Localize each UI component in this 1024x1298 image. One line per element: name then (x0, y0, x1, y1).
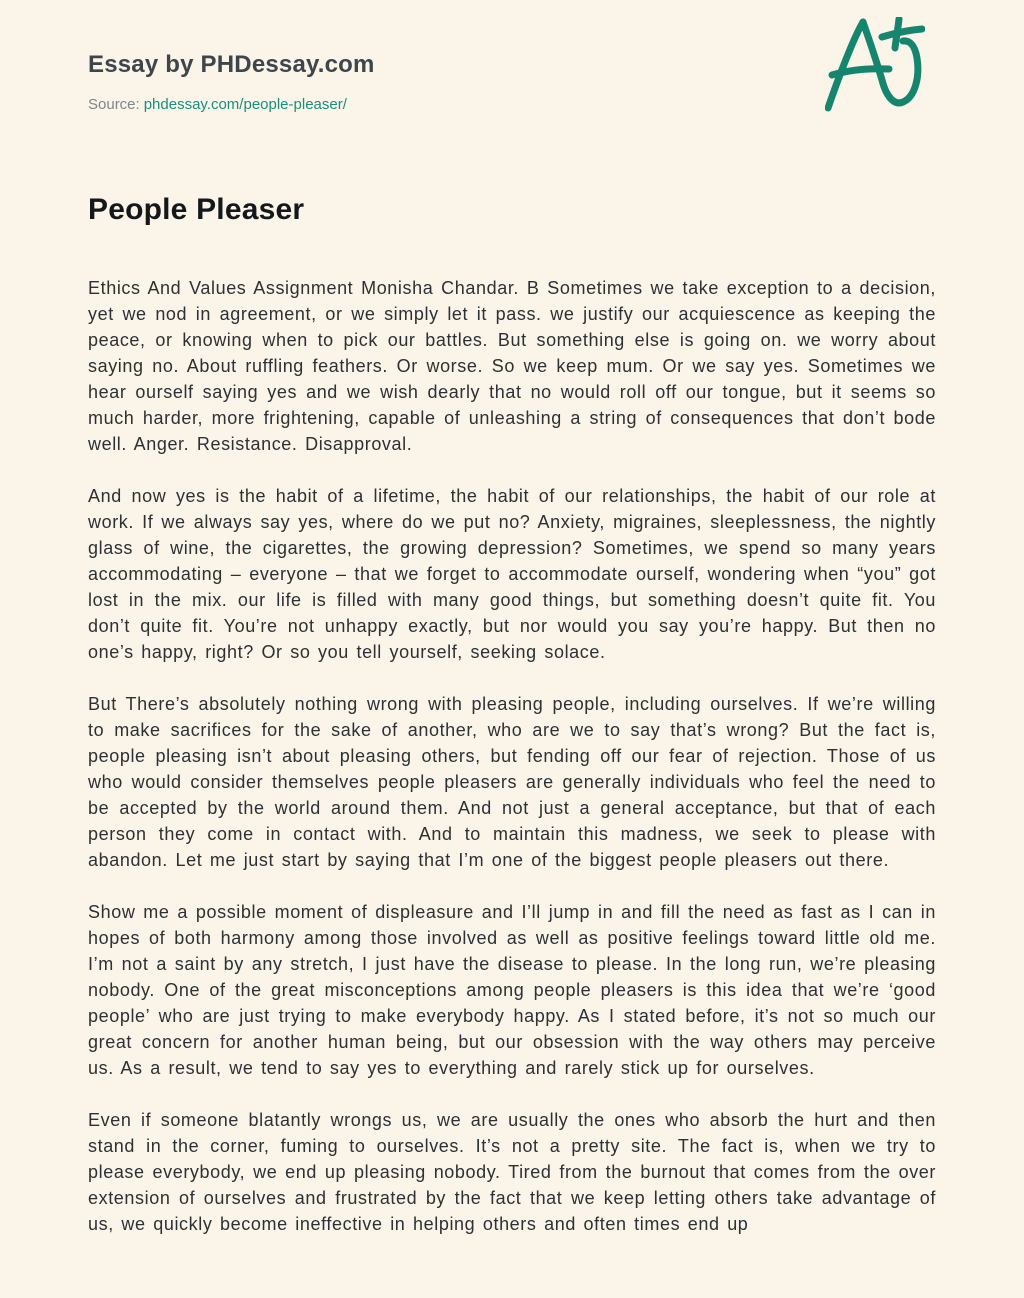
a-plus-logo-icon (825, 17, 925, 112)
essay-paragraph: But There’s absolutely nothing wrong with pleasing people, including ourselves. If we’re willing to make sacrifices for the sake of another, who are we to say that’s wrong? But the fact is, people pleasing isn’t about pleasing others, but fending off our fear of rejection. Those of us who would consider themselves people pleasers are generally individuals who feel the need to be accepted by the world around them. And not just a general acceptance, but that of each person they come in contact with. And to maintain this madness, we seek to please with abandon. Let me just start by saying that I’m one of the biggest people pleasers out there. (88, 694, 936, 870)
essay-body (88, 275, 936, 1253)
essay-paragraph: Ethics And Values Assignment Monisha Chandar. B Sometimes we take exception to a decision, yet we nod in agreement, or we simply let it pass. we justify our acquiescence as keeping the peace, or knowing when to pick our battles. But something else is going on. we worry about saying no. About ruffling feathers. Or worse. So we keep mum. Or we say yes. Sometimes we hear ourself saying yes and we wish dearly that no would roll off our tongue, but it seems so much harder, more frightening, capable of unleashing a string of consequences that don’t bode well. Anger. Resistance. Disapproval. (88, 278, 936, 454)
essay-title: People Pleaser (88, 193, 305, 226)
source-label: Source: (88, 96, 140, 113)
essay-paragraph: Even if someone blatantly wrongs us, we are usually the ones who absorb the hurt and then stand in the corner, fuming to ourselves. It’s not a pretty site. The fact is, when we try to please everybody, we end up pleasing nobody. Tired from the burnout that comes from the over extension of ourselves and frustrated by the fact that we keep letting others take advantage of us, we quickly become ineffective in helping others and often times end up (88, 1110, 936, 1234)
source-link[interactable]: phdessay.com/people-pleaser/ (143, 96, 347, 113)
source-row (88, 95, 936, 115)
essay-paragraph: And now yes is the habit of a lifetime, the habit of our relationships, the habit of our role at work. If we always say yes, where do we put no? Anxiety, migraines, sleeplessness, the nightly glass of wine, the cigarettes, the growing depression? Sometimes, we spend so many years accommodating – everyone – that we forget to accommodate ourself, wondering when “you” got lost in the mix. our life is filled with many good things, but something doesn’t quite fit. You don’t quite fit. You’re not unhappy exactly, but nor would you say you’re happy. But then no one’s happy, right? Or so you tell yourself, seeking solace. (88, 486, 936, 662)
page-header (88, 0, 936, 115)
site-title: Essay by PHDessay.com (88, 51, 375, 78)
essay-paragraph: Show me a possible moment of displeasure and I’ll jump in and fill the need as fast as I can in hopes of both harmony among those involved as well as positive feelings toward little old me. I’m not a saint by any stretch, I just have the disease to please. In the long run, we’re pleasing nobody. One of the great misconceptions among people pleasers is this idea that we’re ‘good people’ who are just trying to make everybody happy. As I stated before, it’s not so much our great concern for another human being, but our obsession with the way others may perceive us. As a result, we tend to say yes to everything and rarely stick up for ourselves. (88, 902, 936, 1078)
